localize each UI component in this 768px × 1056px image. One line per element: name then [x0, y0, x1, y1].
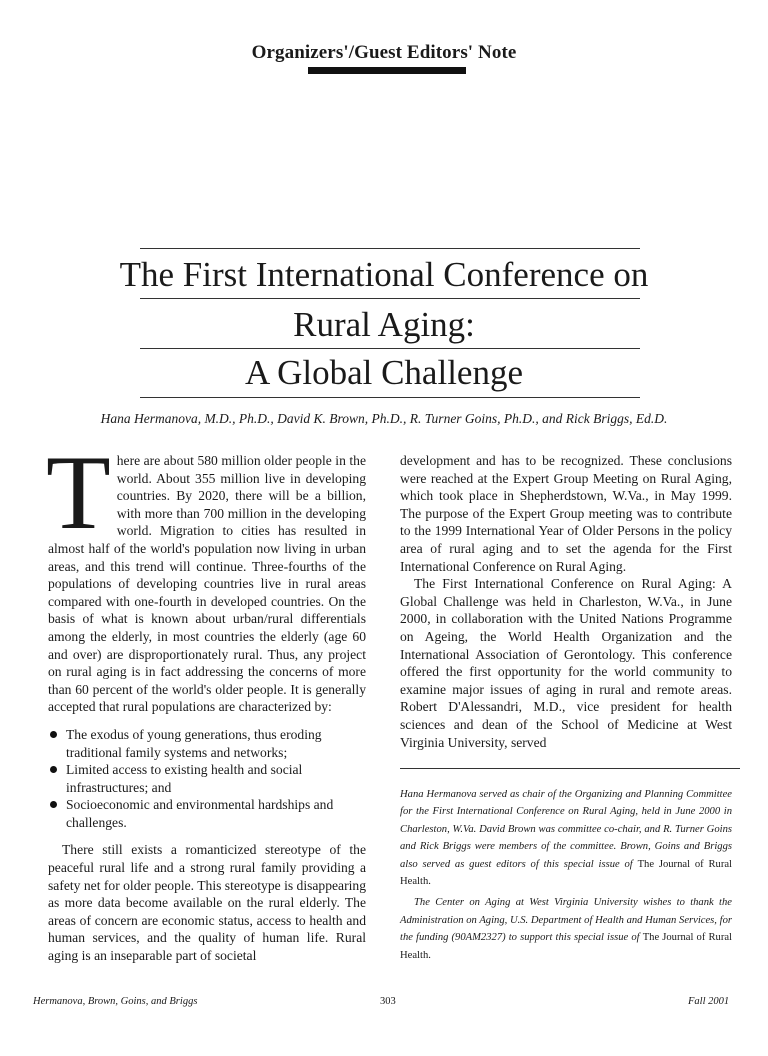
title-rule-3: [140, 348, 640, 349]
page-number: 303: [380, 996, 396, 1007]
bullet-item: The exodus of young generations, thus eroding traditional family systems and networks;: [48, 726, 366, 761]
bullet-icon: [50, 766, 57, 773]
bullet-item: Socioeconomic and environmental hardships and challenges.: [48, 796, 366, 831]
title-line-1: The First International Conference on: [119, 255, 649, 294]
left-column: [46, 434, 366, 965]
bullet-icon: [50, 801, 57, 808]
drop-cap: T: [46, 434, 111, 551]
bullet-icon: [50, 731, 57, 738]
right-paragraph-1: development and has to be recognized. These conclusions were reached at the Expert Group Meeting on Rural Aging, which took place in Shepherdstown, W.Va., in May 1999. The purpose of the Expert Group meeting was to contribute to the 1999 International Year of Older Persons in the policy area of rural aging and to set the agenda for the First International Conference on Rural Aging.: [400, 453, 732, 574]
title-rule-1: [140, 248, 640, 249]
right-column: [400, 452, 732, 751]
footnotes: [400, 786, 732, 968]
title-line-2: Rural Aging:: [293, 305, 475, 344]
footer-authors: Hermanova, Brown, Goins, and Briggs: [33, 996, 198, 1007]
journal-name: The Journal of Rural Health.: [400, 932, 732, 961]
section-heading: Organizers'/Guest Editors' Note: [251, 42, 517, 63]
footnote-1: Hana Hermanova served as chair of the Organizing and Planning Committee for the First International Conference on Rural Aging, held in June 2000 in Charleston, W.Va. David Brown was committee co-chair, and R. Turner Goins and Rick Briggs were members of the committee. Brown, Goins and Briggs also served as guest editors of this special issue of The Journal of Rural Health.: [400, 789, 732, 888]
bullet-list: [48, 726, 366, 832]
title-rule-2: [140, 298, 640, 299]
left-paragraph-2: There still exists a romanticized stereotype of the peaceful rural life and a strong rural family providing a safety net for older people. This stereotype is disappearing as more data become available on the rural elderly. The areas of concern are economic status, access to health and human services, and the quality of human life. Rural aging is an inseparable part of societal: [48, 842, 366, 964]
section-heading-bar: [308, 67, 466, 74]
left-paragraph-1: [46, 434, 366, 716]
footer-issue: Fall 2001: [688, 996, 730, 1007]
title-line-3: A Global Challenge: [244, 353, 523, 392]
left-paragraph-1-text: here are about 580 million older people in the world. About 355 million live in developing countries. By 2020, there will be a billion, with more than 700 million in the developing world. Migration to cities has resulted in almost half of the world's population now living in urban areas, and this trend will continue. Three-fourths of the populations of developing countries live in rural areas compared with one-fourth in developed countries. On the basis of what is known about urban/rural differentials among the elderly, in most countries the elderly (age 60 and over) are disproportionately rural. Thus, any project on rural aging is in fact addressing the concerns of more than 60 percent of the world's older people. It is generally accepted that rural populations are characterized by:: [48, 453, 366, 715]
footnote-2: The Center on Aging at West Virginia University wishes to thank the Administration on Aging, U.S. Department of Health and Human Services, for the funding (90AM2327) to support this special issue of The Journal of Rural Health.: [400, 897, 732, 961]
author-byline: Hana Hermanova, M.D., Ph.D., David K. Brown, Ph.D., R. Turner Goins, Ph.D., and Rick Briggs, Ed.D.: [100, 411, 668, 426]
right-paragraph-2: The First International Conference on Rural Aging: A Global Challenge was held in Charleston, W.Va., in June 2000, in collaboration with the United Nations Programme on Ageing, the World Health Organization and the International Association of Gerontology. This conference offered the first opportunity for the world community to examine major issues of aging in rural and remote areas. Robert D'Alessandri, M.D., vice president for health sciences and dean of the School of Medicine at West Virginia University, served: [400, 576, 732, 750]
title-rule-4: [140, 397, 640, 398]
footnote-rule: [400, 768, 740, 769]
bullet-item: Limited access to existing health and social infrastructures; and: [48, 761, 366, 796]
journal-name: The Journal of Rural Health.: [400, 858, 732, 888]
